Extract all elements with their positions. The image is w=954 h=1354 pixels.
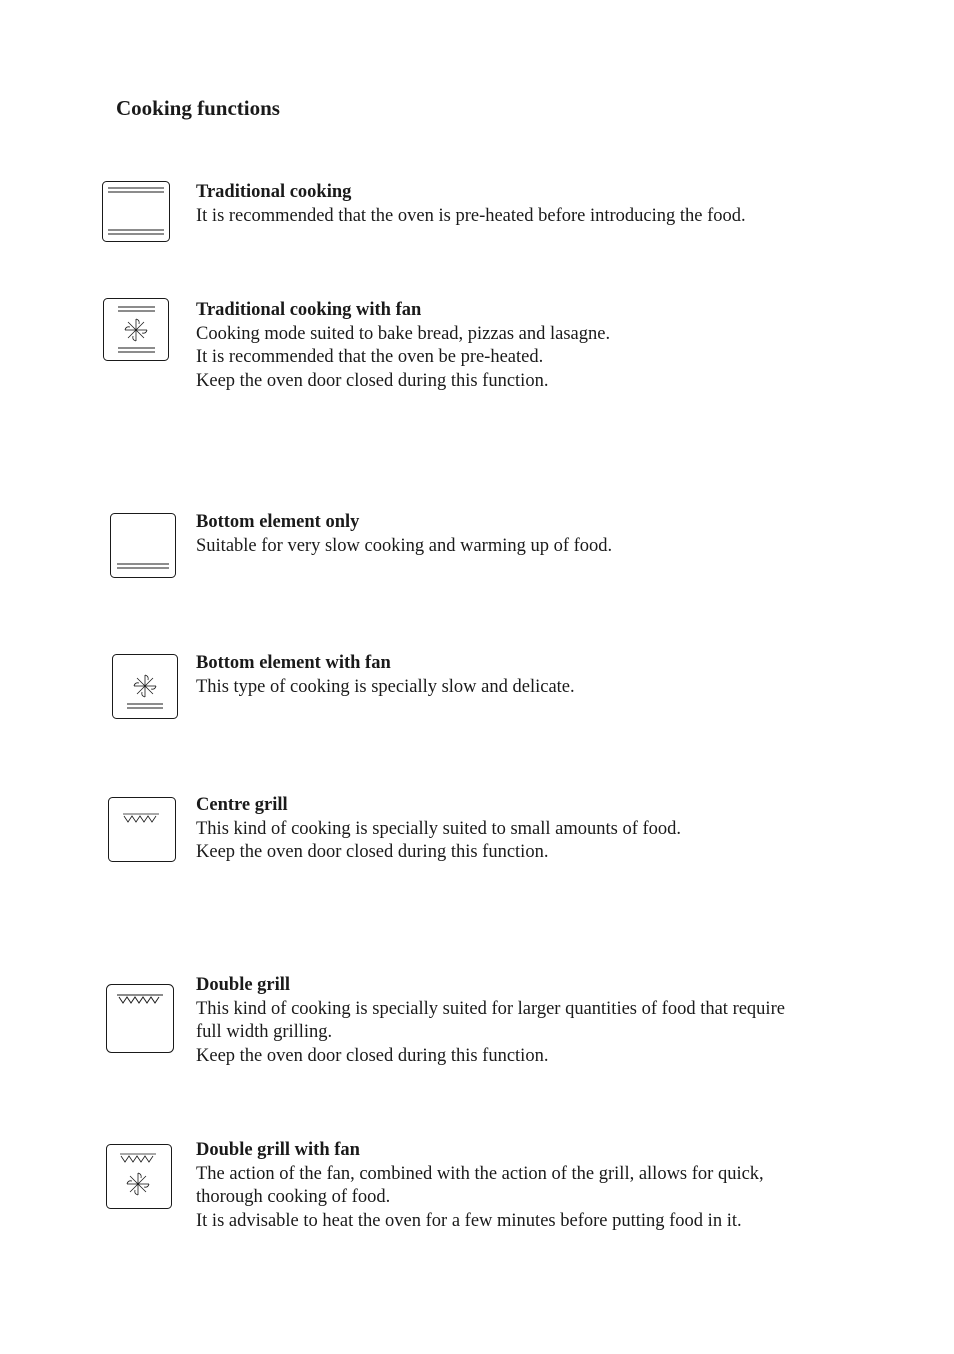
centre-grill-icon — [107, 796, 177, 864]
function-description-line: Keep the oven door closed during this function. — [196, 370, 549, 391]
function-description-line: Suitable for very slow cooking and warming up of food. — [196, 535, 613, 556]
traditional-cooking-icon — [101, 180, 171, 244]
function-description-line: Keep the oven door closed during this function. — [196, 842, 549, 862]
function-title: Traditional cooking — [196, 182, 352, 202]
function-description-line: The action of the fan, combined with the action of the grill, allows for quick, — [196, 1163, 764, 1184]
page-title: Cooking functions — [116, 96, 280, 120]
bottom-element-fan-icon — [111, 653, 179, 721]
function-traditional-cooking-fan — [196, 299, 866, 393]
function-bottom-element-fan — [196, 652, 866, 699]
function-title: Bottom element with fan — [196, 653, 391, 673]
double-grill-fan-icon — [105, 1143, 173, 1211]
function-description-line: It is recommended that the oven is pre-heated before introducing the food. — [196, 205, 746, 226]
function-description-line: full width grilling. — [196, 1022, 333, 1042]
function-double-grill — [196, 974, 866, 1068]
function-description-line: This kind of cooking is specially suited for larger quantities of food that require — [196, 998, 785, 1019]
bottom-element-icon — [109, 512, 177, 580]
function-title: Centre grill — [196, 795, 288, 815]
function-title: Traditional cooking with fan — [196, 300, 422, 320]
function-title: Double grill — [196, 975, 291, 995]
function-description-line: Cooking mode suited to bake bread, pizzas and lasagne. — [196, 323, 611, 344]
function-title: Bottom element only — [196, 512, 360, 532]
function-description-line: This type of cooking is specially slow and delicate. — [196, 676, 575, 697]
function-double-grill-fan — [196, 1139, 866, 1233]
traditional-cooking-fan-icon — [102, 297, 170, 363]
function-centre-grill — [196, 794, 866, 865]
function-description-line: It is advisable to heat the oven for a few minutes before putting food in it. — [196, 1210, 742, 1231]
function-description-line: thorough cooking of food. — [196, 1187, 391, 1207]
function-description-line: Keep the oven door closed during this function. — [196, 1045, 549, 1066]
function-description-line: This kind of cooking is specially suited to small amounts of food. — [196, 818, 682, 839]
function-description-line: It is recommended that the oven be pre-heated. — [196, 347, 544, 367]
function-title: Double grill with fan — [196, 1140, 360, 1160]
function-traditional-cooking — [196, 181, 866, 228]
function-bottom-element — [196, 511, 866, 558]
double-grill-icon — [105, 983, 175, 1055]
